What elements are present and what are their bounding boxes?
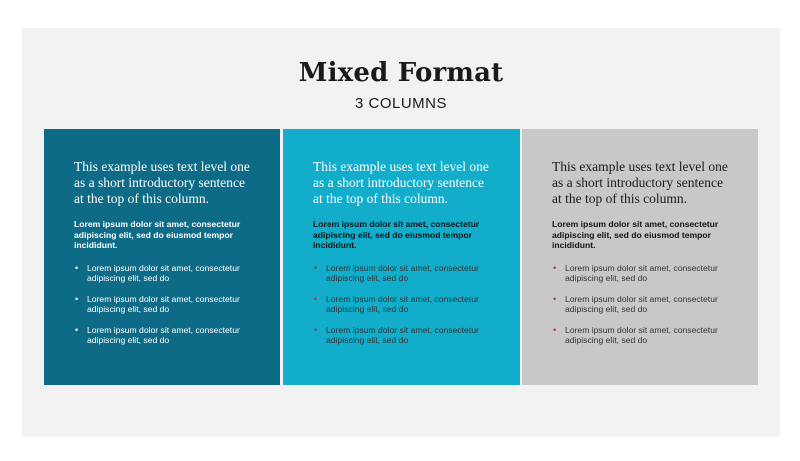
column-bold-text: Lorem ipsum dolor sit amet, consectetur adipiscing elit, sed do eiusmod tempor incididunt.: [552, 219, 719, 250]
bullet-list: [313, 263, 494, 346]
bullet-item: [552, 294, 732, 315]
bullet-item: [313, 294, 494, 315]
bullet-text: Lorem ipsum dolor sit amet, consectetur adipiscing elit, sed do: [565, 324, 718, 345]
column-2: [283, 129, 520, 385]
column-1: [44, 129, 280, 385]
bullet-dot-icon: •: [314, 324, 318, 335]
column-3: [522, 129, 758, 385]
slide-subtitle: 3 COLUMNS: [354, 95, 448, 112]
bullet-text: Lorem ipsum dolor sit amet, consectetur adipiscing elit, sed do: [326, 324, 479, 345]
bullet-item: [74, 263, 254, 284]
bullet-item: [313, 263, 494, 284]
bullet-dot-icon: •: [553, 262, 557, 273]
bullet-dot-icon: •: [553, 293, 557, 304]
column-intro: This example uses text level one as a short introductory sentence at the top of this column.: [74, 159, 250, 206]
bullet-text: Lorem ipsum dolor sit amet, consectetur adipiscing elit, sed do: [326, 293, 479, 314]
bullet-dot-icon: •: [75, 293, 79, 304]
bullet-list: [552, 263, 732, 346]
column-bold-text: Lorem ipsum dolor sit amet, consectetur adipiscing elit, sed do eiusmod tempor incididunt.: [313, 219, 480, 250]
bullet-dot-icon: •: [553, 324, 557, 335]
bullet-dot-icon: •: [314, 262, 318, 273]
bullet-list: [74, 263, 254, 346]
bullet-item: [74, 325, 254, 346]
bullet-item: [552, 263, 732, 284]
bullet-text: Lorem ipsum dolor sit amet, consectetur adipiscing elit, sed do: [87, 262, 240, 283]
slide: [22, 28, 780, 437]
bullet-item: [313, 325, 494, 346]
column-bold-text: Lorem ipsum dolor sit amet, consectetur adipiscing elit, sed do eiusmod tempor incididunt.: [74, 219, 241, 250]
bullet-text: Lorem ipsum dolor sit amet, consectetur adipiscing elit, sed do: [87, 324, 240, 345]
bullet-text: Lorem ipsum dolor sit amet, consectetur adipiscing elit, sed do: [326, 262, 479, 283]
bullet-item: [552, 325, 732, 346]
bullet-item: [74, 294, 254, 315]
column-intro: This example uses text level one as a short introductory sentence at the top of this column.: [552, 159, 728, 206]
bullet-dot-icon: •: [75, 262, 79, 273]
bullet-text: Lorem ipsum dolor sit amet, consectetur adipiscing elit, sed do: [87, 293, 240, 314]
column-intro: This example uses text level one as a short introductory sentence at the top of this column.: [313, 159, 489, 206]
bullet-text: Lorem ipsum dolor sit amet, consectetur adipiscing elit, sed do: [565, 293, 718, 314]
bullet-dot-icon: •: [314, 293, 318, 304]
bullet-dot-icon: •: [75, 324, 79, 335]
slide-title: Mixed Format: [298, 58, 504, 88]
bullet-text: Lorem ipsum dolor sit amet, consectetur adipiscing elit, sed do: [565, 262, 718, 283]
